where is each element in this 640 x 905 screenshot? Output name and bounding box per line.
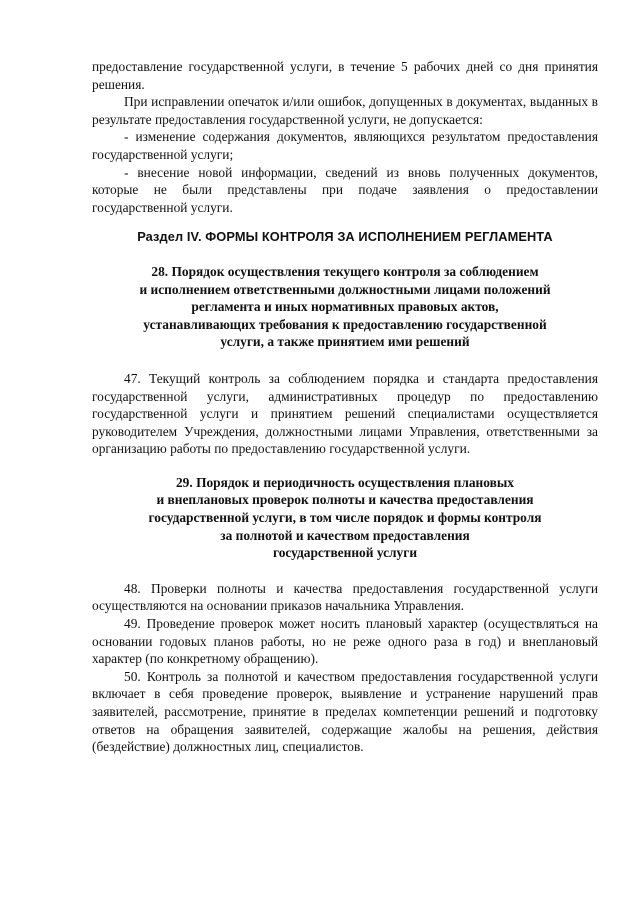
heading-28-line: услуги, а также принятием ими решений (220, 334, 470, 350)
heading-28 (92, 263, 598, 351)
heading-29-line: и внеплановых проверок полноты и качества предоставления (156, 492, 534, 508)
paragraph-49: 49. Проведение проверок может носить плановый характер (осуществляться на основании годовых планов работы, но не реже одного раза в год) и внеплановый характер (по конкретному обращению). (92, 616, 598, 667)
paragraph-48: 48. Проверки полноты и качества предоставления государственной услуги осуществляются на основании приказов начальника Управления. (92, 580, 598, 614)
bullet-item-1: - изменение содержания документов, являющихся результатом предоставления государственной услуги; (92, 129, 598, 162)
heading-29-line: государственной услуги, в том числе порядок и формы контроля (148, 510, 542, 526)
document-page (92, 58, 598, 756)
heading-28-line: устанавливающих требования к предоставлению государственной (143, 316, 547, 332)
paragraph-47: 47. Текущий контроль за соблюдением порядка и стандарта предоставления государственной услуги, административных процедур по предоставлению государственной услуги и принятием решений специалистами осуществляется руководителем Учреждения, должностными лицами Управления, ответственными за организацию работы по предоставлению государственной услуги. (92, 370, 598, 457)
heading-29-line: за полнотой и качеством предоставления (220, 527, 470, 543)
paragraph-intro: предоставление государственной услуги, в течение 5 рабочих дней со дня принятия решения. (92, 59, 598, 92)
heading-29-line: 29. Порядок и периодичность осуществления плановых (175, 474, 515, 490)
heading-28-line: 28. Порядок осуществления текущего контроля за соблюдением (151, 263, 539, 279)
paragraph-corrections: При исправлении опечаток и/или ошибок, допущенных в документах, выданных в результате предоставления государственной услуги, не допускается: (92, 94, 598, 127)
section-title: Раздел IV. ФОРМЫ КОНТРОЛЯ ЗА ИСПОЛНЕНИЕМ РЕГЛАМЕНТА (137, 229, 553, 245)
heading-29 (92, 474, 598, 562)
heading-28-line: регламента и иных нормативных правовых актов, (191, 299, 499, 315)
bullet-item-2: - внесение новой информации, сведений из вновь полученных документов, которые не были представлены при подаче заявления о предоставлении государственной услуги. (92, 164, 598, 215)
heading-29-line: государственной услуги (272, 545, 418, 561)
paragraph-50: 50. Контроль за полнотой и качеством предоставления государственной услуги включает в себя проведение проверок, выявление и устранение нарушений прав заявителей, рассмотрение, принятие в пределах компетенции решений и подготовку ответов на обращения заявителей, содержащие жалобы на решения, действия (бездействие) должностных лиц, специалистов. (92, 668, 598, 755)
heading-28-line: и исполнением ответственными должностными лицами положений (139, 281, 551, 297)
